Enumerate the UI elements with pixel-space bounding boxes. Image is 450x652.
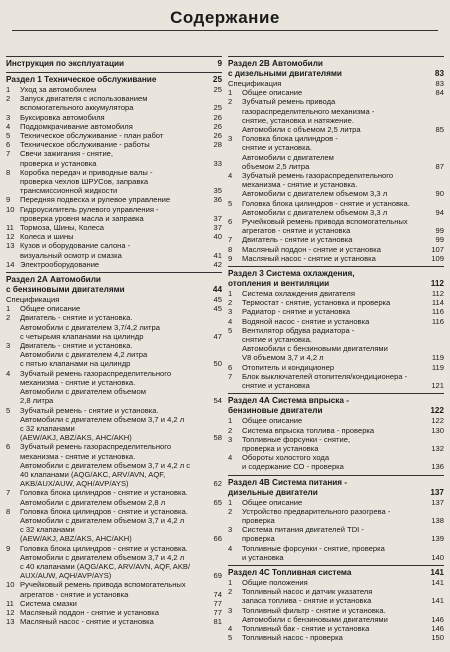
toc-entry: [6, 205, 222, 223]
entry-title: Головка блока цилиндров - снятие и установка. Автомобили с двигателем объемом 3,7 и 4,2 л с 32 клапанами (AEW/AKJ, ABZ/AKS, AHC/AKH): [20, 506, 188, 544]
entry-title: Ручейковый ремень привода вспомогательных агрегатов - снятие и установка: [242, 217, 408, 236]
entry-title: Устройство предварительного разогрева - проверка: [242, 506, 391, 525]
toc-entry: [6, 369, 222, 406]
entry-page: 139: [431, 534, 444, 544]
entry-title: Спецификация: [6, 295, 60, 305]
entry-title: Топливный бак - снятие и установка: [242, 623, 370, 633]
entry-number: 4: [228, 316, 233, 326]
entry-number: 12: [6, 607, 15, 617]
toc-entry: [6, 313, 222, 341]
entry-number: 3: [228, 434, 233, 444]
entry-number: 10: [6, 580, 15, 590]
entry-page: 54: [213, 396, 222, 406]
entry-number: 8: [6, 506, 11, 516]
entry-number: 3: [6, 112, 11, 122]
entry-title: Общее описание: [242, 416, 303, 426]
entry-page: 137: [431, 497, 444, 507]
entry-page: 140: [431, 552, 444, 562]
toc-entry: [6, 544, 222, 581]
entry-title: Топливный насос - проверка: [242, 633, 343, 643]
section-title: Раздел 1 Техническое обслуживание: [6, 75, 157, 84]
entry-title: Колеса и шины: [20, 232, 74, 242]
section-heading: [228, 568, 444, 578]
entry-page: 99: [435, 226, 444, 236]
entry-number: 4: [228, 171, 233, 181]
section-heading: [228, 269, 444, 289]
entry-page: 50: [213, 359, 222, 369]
section-title: Раздел 2А Автомобили с бензиновыми двигателями: [6, 275, 125, 295]
entry-number: 3: [228, 525, 233, 535]
entry-page: 94: [435, 207, 444, 217]
section-heading: [228, 478, 444, 498]
entry-page: 90: [435, 189, 444, 199]
toc-entry: [228, 289, 444, 298]
toc-entry: [228, 363, 444, 372]
entry-title: Спецификация: [228, 79, 282, 88]
entry-number: 4: [228, 453, 233, 463]
entry-number: 9: [228, 253, 233, 263]
entry-number: 7: [228, 235, 233, 245]
entry-number: 2: [228, 97, 233, 107]
entry-number: 5: [6, 131, 11, 141]
entry-title: Зубчатый ремень газораспределительного механизма - снятие и установка. Автомобили с двигателем объемом 3,3 л: [242, 171, 394, 199]
entry-number: 7: [6, 488, 11, 498]
toc-entry: [228, 453, 444, 471]
entry-title: Кузов и оборудование салона - визуальный осмотр и смазка: [20, 241, 131, 260]
entry-page: 132: [431, 443, 444, 453]
toc-entry: [6, 140, 222, 149]
entry-title: Техническое обслуживание - работы: [20, 140, 150, 150]
section-heading: [228, 396, 444, 416]
entry-page: 35: [213, 186, 222, 196]
entry-page: 33: [213, 158, 222, 168]
entry-number: 6: [228, 217, 233, 227]
entry-title: Система смазки: [20, 598, 77, 608]
entry-page: 121: [431, 381, 444, 391]
entry-title: Блок выключателей отопителя/кондиционера - снятие и установка: [242, 371, 408, 391]
entry-page: 58: [213, 433, 222, 443]
toc-entry: [228, 544, 444, 562]
toc-entry: [228, 235, 444, 244]
section-page: 44: [212, 285, 222, 295]
entry-number: 14: [6, 259, 15, 269]
entry-title: Общее описание: [20, 304, 81, 314]
entry-page: 45: [213, 295, 222, 305]
entry-page: 37: [213, 223, 222, 233]
entry-title: Вентилятор обдува радиатора - снятие и установка. Автомобили с бензиновыми двигателями V8 объемом 3,7 и 4,2 л: [242, 325, 388, 363]
entry-page: 87: [435, 161, 444, 171]
entry-number: 6: [228, 362, 233, 372]
section-page: 112: [430, 279, 444, 289]
entry-number: 7: [6, 149, 11, 159]
entry-title: Гидроусилитель рулевого управления - проверка уровня масла и заправка: [20, 204, 159, 223]
right-column: [228, 56, 444, 648]
toc-entry: [228, 606, 444, 624]
entry-page: 26: [213, 112, 222, 122]
entry-title: Масляный поддон - снятие и установка: [20, 607, 159, 617]
entry-number: 4: [228, 543, 233, 553]
entry-title: Отопитель и кондиционер: [242, 362, 335, 372]
entry-number: 9: [6, 543, 11, 553]
entry-number: 3: [228, 307, 233, 317]
entry-number: 5: [228, 198, 233, 208]
entry-page: 136: [431, 462, 444, 472]
toc-entry: [228, 525, 444, 543]
toc-section: [228, 266, 444, 390]
entry-page: 107: [431, 244, 444, 254]
entry-title: Масляный поддон - снятие и установка: [242, 244, 381, 254]
entry-title: Система охлаждения двигателя: [242, 289, 355, 299]
entry-page: 40: [213, 232, 222, 242]
entry-title: Зубчатый ремень привода газораспределительного механизма - снятие, установка и натяжение. Автомобили с объемом 2,5 литра: [242, 97, 375, 135]
entry-number: 11: [6, 223, 14, 233]
entry-title: Топливный фильтр - снятие и установка. Автомобили с бензиновыми двигателями: [242, 605, 388, 624]
entry-title: Двигатель - снятие и установка. Автомобили с двигателем 4,2 литра с пятью клапанами на цилиндр: [20, 341, 148, 369]
entry-title: Головка блока цилиндров - снятие и установка. Автомобили с двигателем объемом 3,3 л: [242, 198, 410, 217]
entry-number: 2: [228, 506, 233, 516]
toc-entry: [6, 232, 222, 241]
toc-entry: [6, 580, 222, 598]
entry-page: 26: [213, 131, 222, 141]
entry-title: Буксировка автомобиля: [20, 112, 105, 122]
entry-number: 11: [6, 598, 14, 608]
toc-entry: [228, 245, 444, 254]
toc-entry: [6, 406, 222, 443]
entry-title: Коробка передач и приводные валы - проверка чехлов ШРУСов, заправка трансмиссионной жидкости: [20, 167, 153, 196]
toc-entry: [6, 223, 222, 232]
entry-page: 65: [213, 497, 222, 507]
section-page: 137: [430, 487, 444, 497]
toc-entry: [228, 254, 444, 263]
entry-number: 4: [6, 368, 11, 378]
section-page: 25: [212, 75, 222, 84]
entry-page: 37: [213, 213, 222, 223]
entry-number: 12: [6, 232, 15, 242]
toc-section: [6, 72, 222, 269]
toc-section: [228, 475, 444, 562]
entry-number: 2: [228, 587, 233, 597]
toc-entry: [228, 298, 444, 307]
toc-entry: [6, 168, 222, 196]
entry-page: 77: [213, 607, 222, 617]
entry-title: Тормоза, Шины, Колеса: [20, 223, 105, 233]
entry-number: 1: [6, 304, 11, 314]
entry-title: Свечи зажигания - снятие, проверка и установка: [20, 149, 114, 168]
toc-entry: [6, 608, 222, 617]
toc-entry: [6, 507, 222, 544]
entry-title: Топливные форсунки - снятие, проверка и установка: [242, 434, 351, 453]
toc-section: [6, 272, 222, 626]
toc-entry: [228, 498, 444, 507]
entry-title: Электрооборудование: [20, 259, 100, 269]
left-column: [6, 56, 222, 648]
entry-title: Зубчатый ремень газораспределительного механизма - снятие и установка. Автомобили с двигателем объемом 3,7 и 4,2 л с 40 клапанами (AQG/AKC, ARV/AVN, AQF, AKB/AUX/AUW, AQH/AVP/AYS): [20, 442, 191, 489]
entry-number: 3: [228, 134, 233, 144]
entry-page: 116: [431, 307, 444, 317]
entry-number: 4: [228, 623, 233, 633]
toc-entry: [228, 199, 444, 217]
entry-number: 8: [6, 167, 11, 177]
toc-entry: [228, 134, 444, 171]
entry-page: 36: [213, 195, 222, 205]
entry-title: Масляный насос - снятие и установка: [20, 617, 154, 627]
entry-page: 74: [213, 589, 222, 599]
entry-page: 83: [435, 79, 444, 88]
toc-entry: [228, 217, 444, 235]
section-page: 141: [430, 567, 444, 577]
entry-number: 8: [228, 244, 233, 254]
toc-section: [228, 393, 444, 471]
entry-title: Техническое обслуживание - план работ: [20, 131, 164, 141]
entry-title: Масляный насос - снятие и установка: [242, 253, 376, 263]
toc-entry: [228, 633, 444, 642]
entry-number: 1: [228, 88, 233, 98]
toc-entry: [228, 435, 444, 453]
toc-entry: [6, 195, 222, 204]
entry-number: 2: [228, 298, 233, 308]
toc-entry: [6, 599, 222, 608]
section-page: 83: [434, 69, 444, 78]
entry-number: 13: [6, 241, 15, 251]
entry-number: 1: [228, 289, 233, 299]
section-title: Раздел 4В Система питания - дизельные двигатели: [228, 477, 348, 497]
entry-title: Топливные форсунки - снятие, проверка и установка: [242, 543, 385, 562]
entry-page: 99: [435, 235, 444, 245]
toc-entry: [6, 341, 222, 369]
entry-page: 42: [213, 259, 222, 269]
toc-entry: [228, 624, 444, 633]
entry-page: 112: [431, 289, 444, 299]
columns: [6, 56, 444, 648]
entry-page: 84: [435, 88, 444, 98]
toc-entry: [6, 241, 222, 259]
entry-title: Общее описание: [242, 497, 303, 507]
entry-title: Топливный насос и датчик указателя запаса топлива - снятие и установка: [242, 587, 373, 606]
entry-page: 47: [213, 331, 222, 341]
entry-title: Радиатор - снятие и установка: [242, 307, 351, 317]
entry-title: Поддомкрачивание автомобиля: [20, 121, 133, 131]
section-page: 9: [217, 59, 222, 68]
toc-entry: [228, 79, 444, 88]
entry-page: 25: [213, 103, 222, 113]
entry-title: Головка блока цилиндров - снятие и установка. Автомобили с двигателем объемом 2,5 литра: [242, 134, 338, 171]
entry-number: 2: [6, 94, 11, 104]
entry-page: 25: [213, 85, 222, 94]
entry-title: Двигатель - снятие и установка: [242, 235, 353, 245]
section-heading: [228, 59, 444, 79]
toc-entry: [6, 85, 222, 94]
entry-number: 7: [228, 371, 233, 381]
entry-page: 122: [431, 416, 444, 426]
entry-title: Термостат - снятие, установка и проверка: [242, 298, 391, 308]
entry-page: 114: [431, 298, 444, 308]
section-title: Инструкция по эксплуатации: [6, 59, 125, 68]
entry-number: 5: [228, 325, 233, 335]
section-title: Раздел 3 Система охлаждения, отопления и вентиляции: [228, 269, 355, 289]
toc-entry: [228, 307, 444, 316]
toc-entry: [228, 171, 444, 199]
entry-title: Общие положения: [242, 577, 308, 587]
entry-title: Обороты холостого хода и содержание СО - проверка: [242, 453, 344, 472]
toc-entry: [228, 426, 444, 435]
toc-entry: [6, 131, 222, 140]
entry-number: 10: [6, 204, 15, 214]
toc-entry: [6, 617, 222, 626]
section-heading: [6, 75, 222, 85]
entry-number: 2: [6, 313, 11, 323]
entry-title: Водяной насос - снятие и установка: [242, 316, 370, 326]
section-page: 122: [430, 406, 444, 416]
entry-title: Зубчатый ремень - снятие и установка. Автомобили с двигателем объемом 3,7 и 4,2 л с 32 клапанами (AEW/AKJ, ABZ/AKS, AHC/AKH): [20, 405, 185, 443]
entry-number: 5: [228, 633, 233, 643]
entry-number: 3: [6, 341, 11, 351]
entry-number: 5: [6, 405, 11, 415]
toc-entry: [228, 416, 444, 425]
entry-number: 2: [228, 425, 233, 435]
entry-page: 26: [213, 121, 222, 131]
toc-entry: [6, 113, 222, 122]
toc-entry: [6, 488, 222, 506]
toc-entry: [228, 326, 444, 363]
entry-page: 28: [213, 140, 222, 150]
toc-entry: [6, 149, 222, 167]
entry-number: 13: [6, 617, 15, 627]
entry-title: Система впрыска топлива - проверка: [242, 425, 375, 435]
entry-page: 146: [431, 614, 444, 624]
entry-page: 109: [431, 253, 444, 263]
entry-number: 6: [6, 442, 11, 452]
entry-number: 6: [6, 140, 11, 150]
entry-page: 45: [213, 304, 222, 314]
entry-page: 146: [431, 623, 444, 633]
entry-number: 1: [228, 577, 233, 587]
entry-title: Ручейковый ремень привода вспомогательных агрегатов - снятие и установка: [20, 580, 186, 599]
entry-page: 81: [213, 617, 222, 627]
toc-section: [228, 565, 444, 642]
toc-entry: [6, 94, 222, 112]
toc-entry: [6, 295, 222, 304]
section-title: Раздел 4А Система впрыска - бензиновые двигатели: [228, 396, 349, 416]
entry-title: Зубчатый ремень газораспределительного механизма - снятие и установка. Автомобили с двигателем объемом 2,8 литра: [20, 368, 172, 406]
entry-title: Головка блока цилиндров - снятие и установка. Автомобили с двигателем объемом 3,7 и 4,2 л с 40 клапанами (AQG/AKC, ARV/AVN, AQF, AKB/ AUX/AUW, AQH/AVP/AYS): [20, 543, 191, 581]
toc-entry: [6, 304, 222, 313]
toc-entry: [228, 507, 444, 525]
page-title: Содержание: [12, 6, 438, 31]
entry-page: 85: [435, 125, 444, 135]
toc-section: [228, 56, 444, 263]
toc-entry: [228, 372, 444, 390]
toc-entry: [228, 317, 444, 326]
section-heading: [6, 275, 222, 295]
entry-number: 4: [6, 121, 11, 131]
entry-page: 41: [213, 250, 222, 260]
entry-page: 116: [431, 316, 444, 326]
toc-entry: [228, 97, 444, 134]
toc-section: [6, 56, 222, 69]
section-title: Раздел 4С Топливная система: [228, 567, 352, 577]
entry-page: 150: [431, 633, 444, 643]
entry-title: Двигатель - снятие и установка. Автомобили с двигателем 3,7/4,2 литра с четырьмя клапанами на цилиндр: [20, 313, 160, 341]
toc-entry: [228, 578, 444, 587]
entry-number: 3: [228, 605, 233, 615]
entry-page: 69: [213, 571, 222, 581]
entry-title: Запуск двигателя с использованием вспомогательного аккумулятора: [20, 94, 148, 113]
section-title: Раздел 2В Автомобили с дизельными двигателями: [228, 59, 342, 78]
entry-page: 119: [431, 362, 444, 372]
toc-entry: [6, 442, 222, 488]
entry-number: 1: [228, 497, 233, 507]
entry-title: Система питания двигателей TDI - проверка: [242, 525, 364, 544]
toc-entry: [6, 122, 222, 131]
entry-title: Головка блока цилиндров - снятие и установка. Автомобили с двигателем объемом 2,8 л: [20, 488, 188, 507]
entry-title: Уход за автомобилем: [20, 85, 97, 94]
entry-page: 119: [431, 353, 444, 363]
entry-number: 1: [228, 416, 233, 426]
toc-entry: [6, 260, 222, 269]
section-heading: [6, 59, 222, 69]
entry-page: 130: [431, 425, 444, 435]
toc-entry: [228, 88, 444, 97]
entry-page: 138: [431, 515, 444, 525]
entry-title: Общее описание: [242, 88, 303, 98]
entry-number: 9: [6, 195, 11, 205]
toc-entry: [228, 587, 444, 605]
entry-page: 141: [431, 577, 444, 587]
entry-page: 141: [431, 596, 444, 606]
entry-page: 62: [213, 479, 222, 489]
entry-number: 1: [6, 85, 11, 94]
entry-title: Передняя подвеска и рулевое управление: [20, 195, 171, 205]
entry-page: 77: [213, 598, 222, 608]
entry-page: 66: [213, 534, 222, 544]
